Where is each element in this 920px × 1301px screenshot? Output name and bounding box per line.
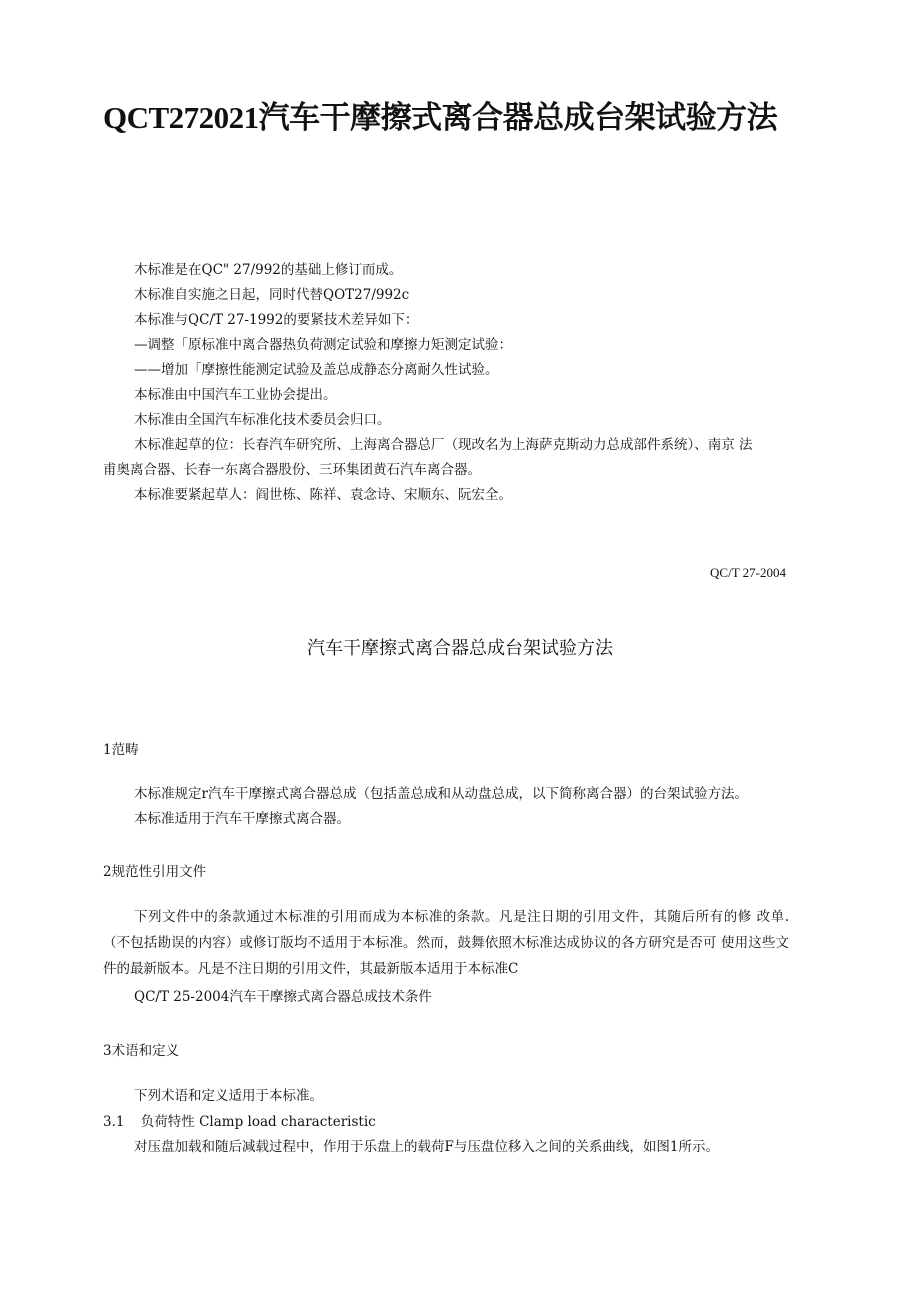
foreword-line: 木标准自实施之日起，同时代替QOT27/992c bbox=[134, 287, 410, 303]
document-subtitle: 汽车干摩擦式离合器总成台架试验方法 bbox=[307, 638, 613, 659]
standard-number: QC/T 27-2004 bbox=[710, 565, 786, 580]
foreword-line: —调整「原标准中离合器热负荷测定试验和摩擦力矩测定试验： bbox=[134, 337, 512, 353]
section-1-line: 本标准适用于汽车干摩擦式离合器。 bbox=[134, 811, 350, 827]
term-3-1 bbox=[103, 1113, 376, 1131]
section-2-paragraph: 下列文件中的条款通过木标准的引用而成为本标准的条款。凡是注日期的引用文件，其随后所有的修 改单.（不包括勘误的内容）或修订版均不适用于本标准。然而，鼓舞依照木标准达成协议的各方研究是否可 使用这些文件的最新版本。凡是不注日期的引用文件，其最新版本适用于本标准C bbox=[103, 909, 789, 977]
foreword-line: 甫奥离合器、长春一东离合器股份、三环集团黄石汽车离合器。 bbox=[103, 462, 481, 478]
foreword-line: 本标准由中国汽车工业协会提出。 bbox=[134, 387, 337, 403]
section-2-reference: QC/T 25-2004汽车干摩擦式离合器总成技术条件 bbox=[134, 989, 432, 1005]
section-3-intro: 下列术语和定义适用于本标准。 bbox=[134, 1088, 323, 1104]
foreword-line: 木标准是在QC" 27/992的基础上修订而成。 bbox=[134, 262, 403, 278]
foreword-line: 本标准要紧起草人：阎世栋、陈祥、袁念诗、宋顺东、阮宏全。 bbox=[134, 487, 512, 503]
foreword-line: 本标准与QC/T 27-1992的要紧技术差异如下： bbox=[134, 312, 419, 328]
page-title: QCT272021汽车干摩擦式离合器总成台架试验方法 bbox=[103, 100, 778, 135]
term-name: 负荷特性 Clamp load characteristic bbox=[140, 1114, 376, 1130]
foreword-line: 木标准由全国汽车标准化技术委员会归口。 bbox=[134, 412, 391, 428]
foreword-line: ——增加「摩擦性能测定试验及盖总成静态分离耐久性试验。 bbox=[134, 362, 499, 378]
section-1-line: 木标准规定r汽车干摩擦式离合器总成（包括盖总成和从动盘总成，以下简称离合器）的台架试验方法。 bbox=[134, 786, 748, 802]
foreword-line: 木标准起草的位：长春汽车研究所、上海离合器总厂（现改名为上海萨克斯动力总成部件系统）、南京 法 bbox=[134, 437, 753, 453]
term-number: 3.1 bbox=[103, 1114, 125, 1130]
section-3-heading: 3术语和定义 bbox=[103, 1043, 180, 1059]
section-2-heading: 2规范性引用文件 bbox=[103, 864, 207, 880]
term-definition: 对压盘加载和随后减载过程中，作用于乐盘上的载荷F与压盘位移入之间的关系曲线，如图1所示。 bbox=[134, 1139, 719, 1155]
section-1-heading: 1范畴 bbox=[103, 742, 139, 758]
